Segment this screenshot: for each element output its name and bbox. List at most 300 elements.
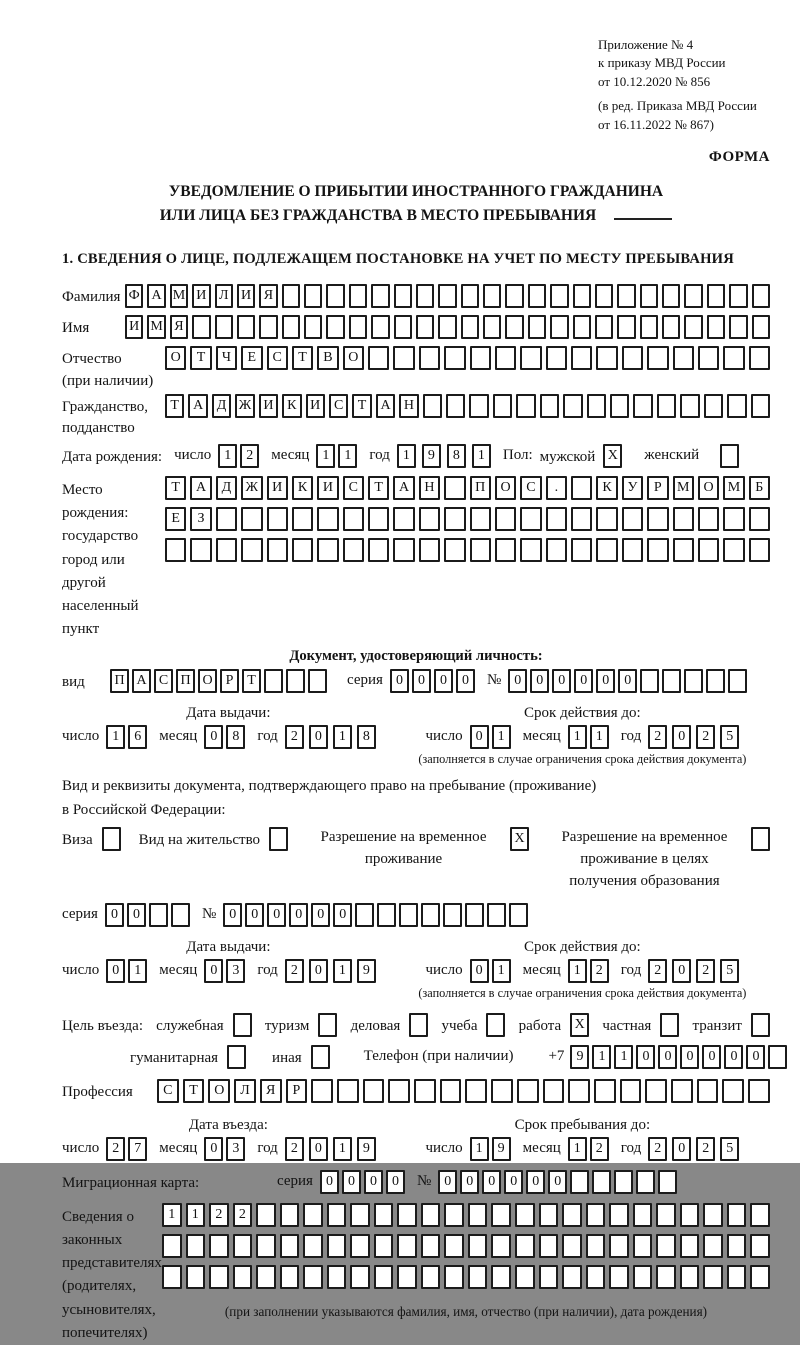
form-cell[interactable]: Н (419, 476, 440, 500)
form-cell[interactable] (468, 1234, 488, 1258)
form-cell[interactable] (515, 1265, 535, 1289)
form-cell[interactable] (377, 903, 396, 927)
form-cell[interactable]: А (147, 284, 165, 308)
form-cell[interactable]: 5 (720, 959, 739, 983)
form-cell[interactable] (707, 315, 725, 339)
form-cell[interactable] (573, 284, 591, 308)
form-cell[interactable]: Е (241, 346, 262, 370)
form-cell[interactable] (546, 346, 567, 370)
form-cell[interactable] (684, 669, 703, 693)
form-cell[interactable] (727, 394, 746, 418)
form-cell[interactable]: Ч (216, 346, 237, 370)
form-cell[interactable] (374, 1265, 394, 1289)
form-cell[interactable]: 0 (311, 903, 330, 927)
form-cell[interactable] (673, 538, 694, 562)
form-cell[interactable] (729, 284, 747, 308)
form-cell[interactable] (327, 1234, 347, 1258)
form-cell[interactable] (327, 1203, 347, 1227)
form-cell[interactable] (495, 538, 516, 562)
form-cell[interactable]: 0 (548, 1170, 567, 1194)
form-cell[interactable]: 0 (245, 903, 264, 927)
form-cell[interactable] (656, 1234, 676, 1258)
form-cell[interactable] (562, 1234, 582, 1258)
form-cell[interactable] (363, 1079, 385, 1103)
form-cell[interactable] (539, 1265, 559, 1289)
form-cell[interactable] (421, 1203, 441, 1227)
form-cell[interactable] (749, 507, 770, 531)
form-cell[interactable]: 0 (456, 669, 475, 693)
form-cell[interactable] (573, 315, 591, 339)
form-cell[interactable] (698, 538, 719, 562)
form-cell[interactable] (269, 827, 288, 851)
form-cell[interactable]: С (267, 346, 288, 370)
form-cell[interactable]: Ж (235, 394, 254, 418)
form-cell[interactable]: 8 (357, 725, 376, 749)
form-cell[interactable]: А (188, 394, 207, 418)
form-cell[interactable] (509, 903, 528, 927)
form-cell[interactable]: 0 (636, 1045, 655, 1069)
form-cell[interactable] (192, 315, 210, 339)
form-cell[interactable] (280, 1234, 300, 1258)
form-cell[interactable] (311, 1045, 330, 1069)
form-cell[interactable] (419, 507, 440, 531)
form-cell[interactable]: 2 (285, 725, 304, 749)
form-cell[interactable] (470, 507, 491, 531)
form-cell[interactable] (444, 538, 465, 562)
form-cell[interactable] (371, 315, 389, 339)
form-cell[interactable] (416, 315, 434, 339)
form-cell[interactable]: Я (170, 315, 188, 339)
form-cell[interactable]: 9 (357, 1137, 376, 1161)
form-cell[interactable]: П (176, 669, 195, 693)
form-cell[interactable]: Б (749, 476, 770, 500)
form-cell[interactable] (727, 1265, 747, 1289)
form-cell[interactable] (633, 1203, 653, 1227)
form-cell[interactable]: 0 (596, 669, 615, 693)
form-cell[interactable] (388, 1079, 410, 1103)
form-cell[interactable]: О (165, 346, 186, 370)
form-cell[interactable] (162, 1265, 182, 1289)
form-cell[interactable] (487, 903, 506, 927)
form-cell[interactable]: Т (183, 1079, 205, 1103)
form-cell[interactable]: 1 (333, 1137, 352, 1161)
form-cell[interactable]: И (317, 476, 338, 500)
form-cell[interactable] (491, 1203, 511, 1227)
form-cell[interactable]: 3 (226, 1137, 245, 1161)
form-cell[interactable] (444, 1203, 464, 1227)
form-cell[interactable] (515, 1234, 535, 1258)
form-cell[interactable]: К (292, 476, 313, 500)
form-cell[interactable]: 2 (285, 1137, 304, 1161)
form-cell[interactable]: О (698, 476, 719, 500)
form-cell[interactable]: 2 (106, 1137, 125, 1161)
form-cell[interactable]: Я (260, 1079, 282, 1103)
form-cell[interactable] (656, 1203, 676, 1227)
form-cell[interactable] (233, 1234, 253, 1258)
form-cell[interactable]: 0 (434, 669, 453, 693)
form-cell[interactable] (416, 284, 434, 308)
form-cell[interactable]: И (259, 394, 278, 418)
form-cell[interactable] (680, 394, 699, 418)
form-cell[interactable]: Н (399, 394, 418, 418)
form-cell[interactable]: X (603, 444, 622, 468)
form-cell[interactable]: 1 (128, 959, 147, 983)
form-cell[interactable] (728, 669, 747, 693)
form-cell[interactable] (465, 903, 484, 927)
form-cell[interactable] (267, 507, 288, 531)
form-cell[interactable]: 8 (447, 444, 466, 468)
form-cell[interactable] (326, 315, 344, 339)
form-cell[interactable] (528, 284, 546, 308)
form-cell[interactable]: М (723, 476, 744, 500)
form-cell[interactable] (662, 284, 680, 308)
form-cell[interactable]: Я (259, 284, 277, 308)
form-cell[interactable] (486, 1013, 505, 1037)
form-cell[interactable] (350, 1203, 370, 1227)
form-cell[interactable] (374, 1203, 394, 1227)
form-cell[interactable] (633, 1265, 653, 1289)
form-cell[interactable] (751, 394, 770, 418)
form-cell[interactable] (610, 394, 629, 418)
form-cell[interactable]: 0 (204, 725, 223, 749)
form-cell[interactable] (563, 394, 582, 418)
form-cell[interactable] (723, 538, 744, 562)
form-cell[interactable] (722, 1079, 744, 1103)
form-cell[interactable] (470, 538, 491, 562)
form-cell[interactable] (256, 1265, 276, 1289)
form-cell[interactable] (368, 346, 389, 370)
form-cell[interactable]: А (393, 476, 414, 500)
form-cell[interactable]: Т (352, 394, 371, 418)
form-cell[interactable] (444, 1234, 464, 1258)
form-cell[interactable]: 2 (209, 1203, 229, 1227)
form-cell[interactable] (256, 1203, 276, 1227)
form-cell[interactable] (592, 1170, 611, 1194)
form-cell[interactable] (493, 394, 512, 418)
form-cell[interactable] (680, 1203, 700, 1227)
form-cell[interactable] (571, 346, 592, 370)
form-cell[interactable] (620, 1079, 642, 1103)
form-cell[interactable] (505, 284, 523, 308)
form-cell[interactable] (394, 315, 412, 339)
form-cell[interactable]: 0 (364, 1170, 383, 1194)
form-cell[interactable] (444, 476, 465, 500)
form-cell[interactable] (495, 346, 516, 370)
form-cell[interactable]: Т (165, 394, 184, 418)
form-cell[interactable] (304, 284, 322, 308)
form-cell[interactable]: И (267, 476, 288, 500)
form-cell[interactable]: 0 (390, 669, 409, 693)
form-cell[interactable]: 2 (648, 959, 667, 983)
form-cell[interactable]: А (190, 476, 211, 500)
form-cell[interactable] (633, 1234, 653, 1258)
form-cell[interactable]: 0 (482, 1170, 501, 1194)
form-cell[interactable]: 2 (590, 1137, 609, 1161)
form-cell[interactable]: П (110, 669, 129, 693)
form-cell[interactable] (609, 1203, 629, 1227)
form-cell[interactable]: У (622, 476, 643, 500)
form-cell[interactable]: 0 (470, 959, 489, 983)
form-cell[interactable]: 7 (128, 1137, 147, 1161)
form-cell[interactable] (419, 346, 440, 370)
form-cell[interactable] (267, 538, 288, 562)
form-cell[interactable] (414, 1079, 436, 1103)
form-cell[interactable] (647, 346, 668, 370)
form-cell[interactable] (515, 1203, 535, 1227)
form-cell[interactable] (768, 1045, 787, 1069)
form-cell[interactable] (660, 1013, 679, 1037)
form-cell[interactable] (421, 1234, 441, 1258)
form-cell[interactable] (723, 507, 744, 531)
form-cell[interactable] (723, 346, 744, 370)
form-cell[interactable]: 1 (333, 959, 352, 983)
form-cell[interactable]: Т (190, 346, 211, 370)
form-cell[interactable] (617, 284, 635, 308)
form-cell[interactable]: С (154, 669, 173, 693)
form-cell[interactable] (752, 284, 770, 308)
form-cell[interactable] (680, 1234, 700, 1258)
form-cell[interactable]: М (673, 476, 694, 500)
form-cell[interactable]: 2 (648, 1137, 667, 1161)
form-cell[interactable]: 1 (316, 444, 335, 468)
form-cell[interactable] (546, 507, 567, 531)
form-cell[interactable]: С (157, 1079, 179, 1103)
form-cell[interactable] (622, 538, 643, 562)
form-cell[interactable]: 0 (504, 1170, 523, 1194)
form-cell[interactable] (586, 1265, 606, 1289)
form-cell[interactable] (280, 1265, 300, 1289)
form-cell[interactable] (703, 1203, 723, 1227)
form-cell[interactable]: 1 (218, 444, 237, 468)
form-cell[interactable] (397, 1234, 417, 1258)
form-cell[interactable] (703, 1265, 723, 1289)
form-cell[interactable] (256, 1234, 276, 1258)
form-cell[interactable]: Т (242, 669, 261, 693)
form-cell[interactable] (438, 284, 456, 308)
form-cell[interactable]: 9 (357, 959, 376, 983)
form-cell[interactable] (303, 1203, 323, 1227)
form-cell[interactable]: В (317, 346, 338, 370)
form-cell[interactable] (241, 507, 262, 531)
form-cell[interactable]: 1 (162, 1203, 182, 1227)
form-cell[interactable] (596, 538, 617, 562)
form-cell[interactable] (393, 507, 414, 531)
form-cell[interactable]: 2 (648, 725, 667, 749)
form-cell[interactable]: Д (212, 394, 231, 418)
form-cell[interactable] (149, 903, 168, 927)
form-cell[interactable]: 3 (226, 959, 245, 983)
form-cell[interactable]: 0 (530, 669, 549, 693)
form-cell[interactable]: 5 (720, 1137, 739, 1161)
form-cell[interactable] (594, 1079, 616, 1103)
form-cell[interactable]: 0 (526, 1170, 545, 1194)
form-cell[interactable]: О (208, 1079, 230, 1103)
form-cell[interactable] (658, 1170, 677, 1194)
form-cell[interactable] (640, 315, 658, 339)
form-cell[interactable]: X (570, 1013, 589, 1037)
form-cell[interactable]: М (170, 284, 188, 308)
form-cell[interactable]: Л (215, 284, 233, 308)
form-cell[interactable]: 1 (568, 725, 587, 749)
form-cell[interactable] (317, 538, 338, 562)
form-cell[interactable]: Ж (241, 476, 262, 500)
form-cell[interactable] (656, 1265, 676, 1289)
form-cell[interactable] (617, 315, 635, 339)
form-cell[interactable] (349, 284, 367, 308)
form-cell[interactable]: 0 (470, 725, 489, 749)
form-cell[interactable]: Ф (125, 284, 143, 308)
form-cell[interactable] (470, 346, 491, 370)
form-cell[interactable] (697, 1079, 719, 1103)
form-cell[interactable] (343, 538, 364, 562)
form-cell[interactable]: 0 (289, 903, 308, 927)
form-cell[interactable] (461, 284, 479, 308)
form-cell[interactable] (749, 346, 770, 370)
form-cell[interactable] (368, 538, 389, 562)
form-cell[interactable] (673, 507, 694, 531)
form-cell[interactable]: С (329, 394, 348, 418)
form-cell[interactable] (704, 394, 723, 418)
form-cell[interactable]: 0 (127, 903, 146, 927)
form-cell[interactable] (282, 315, 300, 339)
form-cell[interactable]: 9 (570, 1045, 589, 1069)
form-cell[interactable] (318, 1013, 337, 1037)
form-cell[interactable] (751, 827, 770, 851)
form-cell[interactable]: 2 (285, 959, 304, 983)
form-cell[interactable] (444, 507, 465, 531)
form-cell[interactable]: 1 (397, 444, 416, 468)
form-cell[interactable] (633, 394, 652, 418)
form-cell[interactable] (595, 284, 613, 308)
form-cell[interactable]: 0 (267, 903, 286, 927)
form-cell[interactable]: 0 (320, 1170, 339, 1194)
form-cell[interactable]: 9 (422, 444, 441, 468)
form-cell[interactable] (750, 1203, 770, 1227)
form-cell[interactable]: 0 (412, 669, 431, 693)
form-cell[interactable]: 1 (472, 444, 491, 468)
form-cell[interactable] (622, 507, 643, 531)
form-cell[interactable]: 0 (438, 1170, 457, 1194)
form-cell[interactable]: 0 (574, 669, 593, 693)
form-cell[interactable] (636, 1170, 655, 1194)
form-cell[interactable]: 1 (338, 444, 357, 468)
form-cell[interactable] (684, 284, 702, 308)
form-cell[interactable]: 0 (702, 1045, 721, 1069)
form-cell[interactable] (540, 394, 559, 418)
form-cell[interactable]: Т (165, 476, 186, 500)
form-cell[interactable]: 9 (492, 1137, 511, 1161)
form-cell[interactable] (469, 394, 488, 418)
form-cell[interactable]: 0 (106, 959, 125, 983)
form-cell[interactable]: 0 (724, 1045, 743, 1069)
form-cell[interactable]: 0 (508, 669, 527, 693)
form-cell[interactable] (698, 507, 719, 531)
form-cell[interactable] (317, 507, 338, 531)
form-cell[interactable] (280, 1203, 300, 1227)
form-cell[interactable] (264, 669, 283, 693)
form-cell[interactable] (609, 1234, 629, 1258)
form-cell[interactable] (640, 284, 658, 308)
form-cell[interactable] (571, 538, 592, 562)
form-cell[interactable] (446, 394, 465, 418)
form-cell[interactable] (750, 1234, 770, 1258)
form-cell[interactable]: 2 (696, 959, 715, 983)
form-cell[interactable] (237, 315, 255, 339)
form-cell[interactable]: 1 (614, 1045, 633, 1069)
form-cell[interactable] (326, 284, 344, 308)
form-cell[interactable] (570, 1170, 589, 1194)
form-cell[interactable] (640, 669, 659, 693)
form-cell[interactable]: О (198, 669, 217, 693)
form-cell[interactable] (673, 346, 694, 370)
form-cell[interactable] (698, 346, 719, 370)
form-cell[interactable] (720, 444, 739, 468)
form-cell[interactable]: Р (286, 1079, 308, 1103)
form-cell[interactable]: И (192, 284, 210, 308)
form-cell[interactable] (622, 346, 643, 370)
form-cell[interactable]: 0 (672, 1137, 691, 1161)
form-cell[interactable] (209, 1265, 229, 1289)
form-cell[interactable]: И (125, 315, 143, 339)
form-cell[interactable]: 0 (309, 959, 328, 983)
form-cell[interactable] (546, 538, 567, 562)
form-cell[interactable] (421, 1265, 441, 1289)
form-cell[interactable] (227, 1045, 246, 1069)
form-cell[interactable] (550, 284, 568, 308)
form-cell[interactable] (393, 346, 414, 370)
form-cell[interactable]: З (190, 507, 211, 531)
form-cell[interactable]: И (237, 284, 255, 308)
form-cell[interactable] (586, 1203, 606, 1227)
form-cell[interactable]: П (470, 476, 491, 500)
form-cell[interactable] (444, 346, 465, 370)
form-cell[interactable]: 0 (672, 725, 691, 749)
form-cell[interactable] (539, 1203, 559, 1227)
form-cell[interactable]: Л (234, 1079, 256, 1103)
form-cell[interactable] (520, 346, 541, 370)
form-cell[interactable] (282, 284, 300, 308)
form-cell[interactable] (751, 1013, 770, 1037)
form-cell[interactable] (609, 1265, 629, 1289)
form-cell[interactable] (562, 1265, 582, 1289)
form-cell[interactable]: 1 (590, 725, 609, 749)
form-cell[interactable] (327, 1265, 347, 1289)
form-cell[interactable] (303, 1265, 323, 1289)
form-cell[interactable] (596, 346, 617, 370)
form-cell[interactable] (409, 1013, 428, 1037)
form-cell[interactable] (215, 315, 233, 339)
form-cell[interactable] (343, 507, 364, 531)
form-cell[interactable] (423, 394, 442, 418)
form-cell[interactable] (461, 315, 479, 339)
form-cell[interactable] (162, 1234, 182, 1258)
form-cell[interactable]: 0 (386, 1170, 405, 1194)
form-cell[interactable] (209, 1234, 229, 1258)
form-cell[interactable]: 1 (492, 959, 511, 983)
form-cell[interactable]: О (495, 476, 516, 500)
form-cell[interactable] (216, 538, 237, 562)
form-cell[interactable] (171, 903, 190, 927)
form-cell[interactable] (397, 1203, 417, 1227)
form-cell[interactable] (495, 507, 516, 531)
form-cell[interactable] (703, 1234, 723, 1258)
form-cell[interactable] (399, 903, 418, 927)
form-cell[interactable] (568, 1079, 590, 1103)
form-cell[interactable] (550, 315, 568, 339)
form-cell[interactable] (443, 903, 462, 927)
form-cell[interactable]: 0 (680, 1045, 699, 1069)
form-cell[interactable] (371, 284, 389, 308)
